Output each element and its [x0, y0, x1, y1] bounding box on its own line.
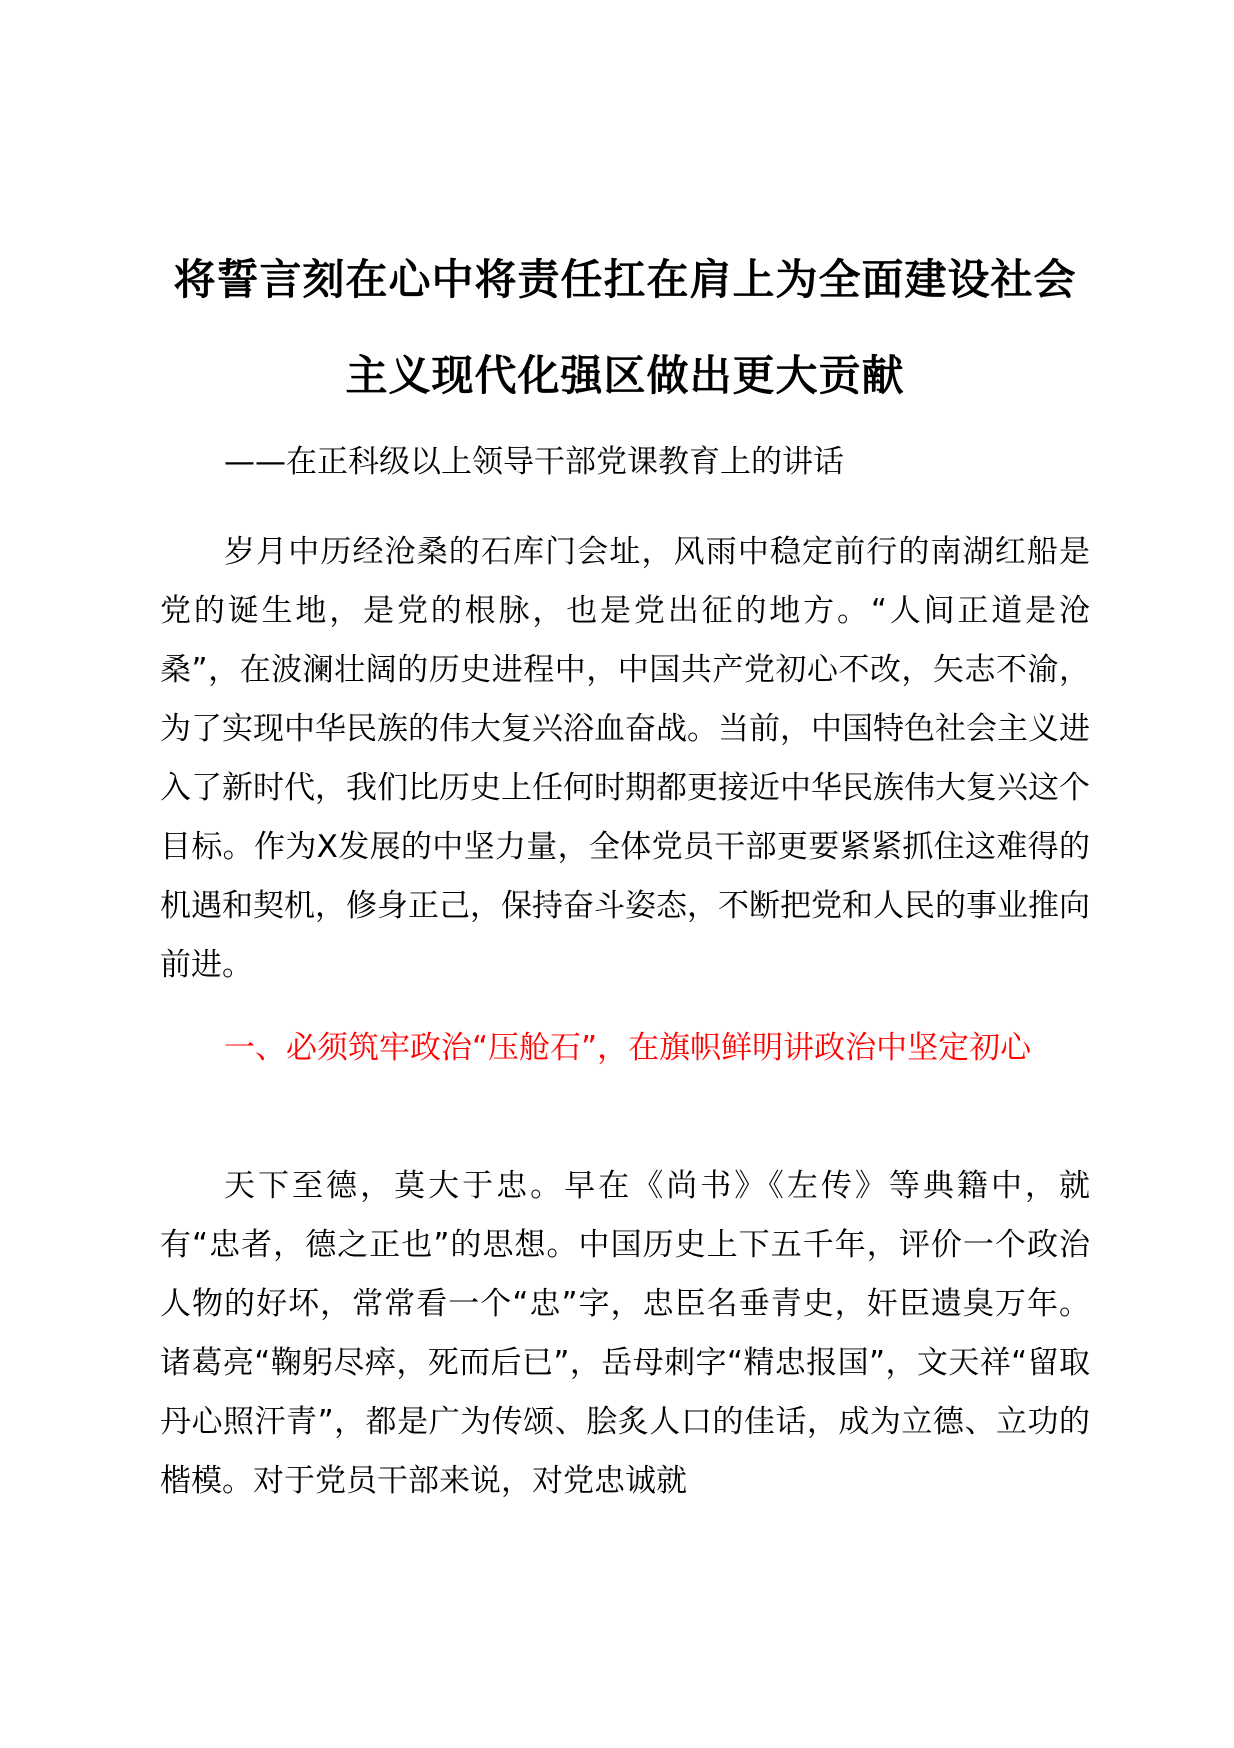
section-heading-1: 一、必须筑牢政治“压舱石”，在旗帜鲜明讲政治中坚定初心 — [224, 1030, 1032, 1066]
document-subtitle: ——在正科级以上领导干部党课教育上的讲话 — [224, 444, 844, 480]
document-title: 将誓言刻在心中将责任扛在肩上为全面建设社会主义现代化强区做出更大贡献 — [173, 255, 1077, 400]
body-paragraph-2: 天下至德，莫大于忠。早在《尚书》《左传》等典籍中，就有“忠者，德之正也”的思想。中国历史上下五千年，评价一个政治人物的好坏，常常看一个“忠”字，忠臣名垂青史，奸臣遗臭万年。诸葛亮“鞠躬尽瘁，死而后已”，岳母刺字“精忠报国”，文天祥“留取丹心照汗青”，都是广为传颂、脍炙人口的佳话，成为立德、立功的楷模。对于党员干部来说，对党忠诚就 — [160, 1168, 1090, 1499]
body-paragraph-1: 岁月中历经沧桑的石库门会址，风雨中稳定前行的南湖红船是党的诞生地，是党的根脉，也是党出征的地方。“人间正道是沧桑”，在波澜壮阔的历史进程中，中国共产党初心不改，矢志不渝，为了实现中华民族的伟大复兴浴血奋战。当前，中国特色社会主义进入了新时代，我们比历史上任何时期都更接近中华民族伟大复兴这个目标。作为X发展的中坚力量，全体党员干部更要紧紧抓住这难得的机遇和契机，修身正己，保持奋斗姿态，不断把党和人民的事业推向前进。 — [160, 534, 1090, 983]
